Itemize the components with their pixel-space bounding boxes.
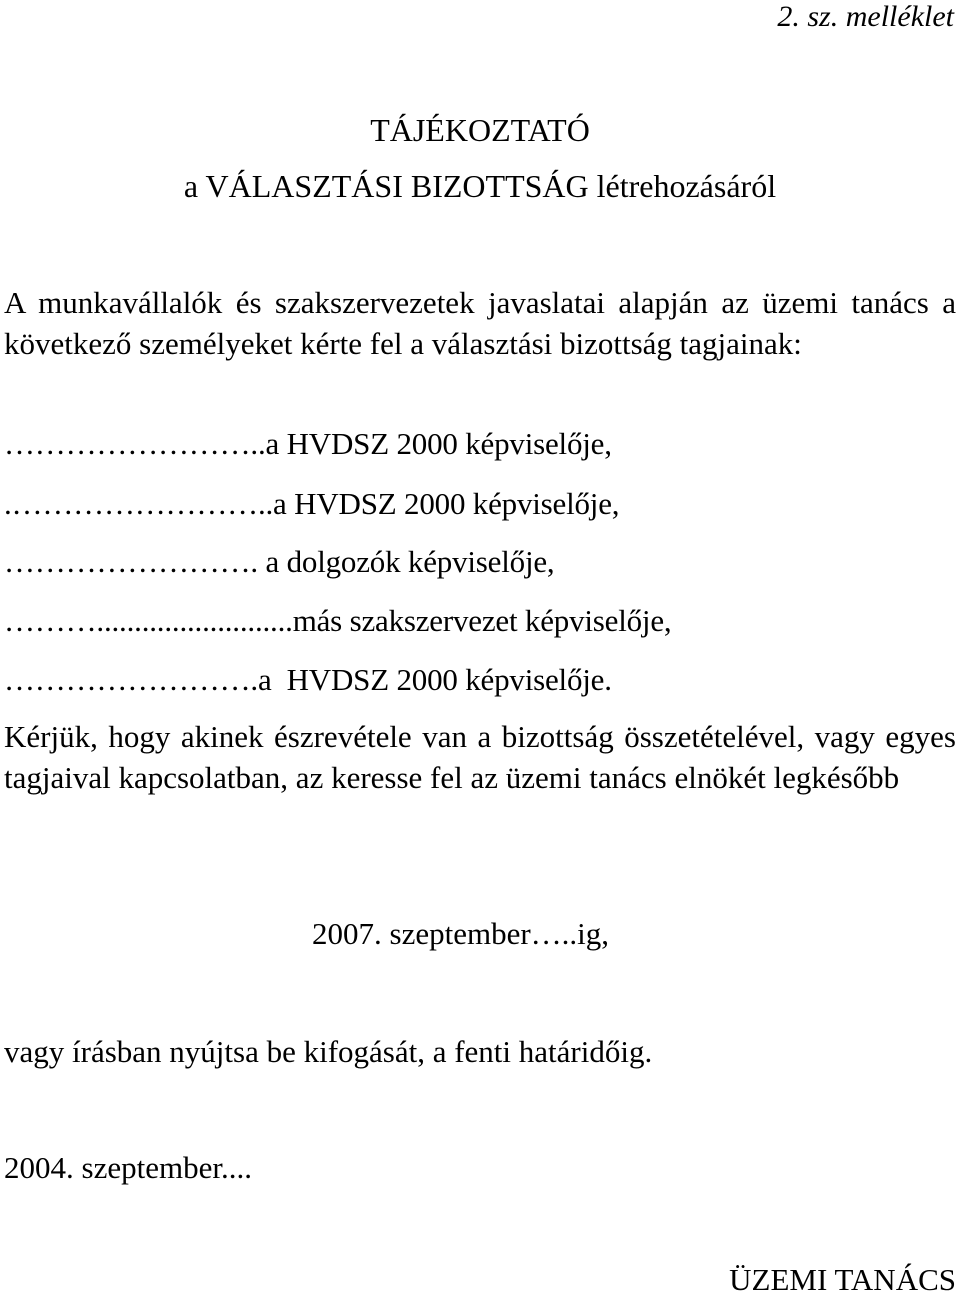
member-line-3: ……………………. a dolgozók képviselője, xyxy=(4,544,555,579)
request-paragraph: Kérjük, hogy akinek észrevétele van a bizottság összetételével, vagy egyes tagjaival kapcsolatban, az keresse fel az üzemi tanács elnökét legkésőbb xyxy=(4,719,956,795)
member-line-4: ………..........................más szakszervezet képviselője, xyxy=(4,603,672,638)
intro-paragraph: A munkavállalók és szakszervezetek javaslatai alapján az üzemi tanács a következő személyeket kérte fel a választási bizottság tagjainak: xyxy=(4,285,956,361)
member-line-1: ……………………..a HVDSZ 2000 képviselője, xyxy=(4,426,612,461)
document-title: TÁJÉKOZTATÓ xyxy=(370,112,590,148)
annex-label: 2. sz. melléklet xyxy=(777,0,954,33)
member-line-2: .……………………..a HVDSZ 2000 képviselője, xyxy=(4,486,620,521)
signature-line: ÜZEMI TANÁCS xyxy=(729,1262,956,1297)
date-line: 2004. szeptember.... xyxy=(4,1150,252,1185)
deadline-line: 2007. szeptember…..ig, xyxy=(312,916,610,951)
alternative-line: vagy írásban nyújtsa be kifogását, a fenti határidőig. xyxy=(4,1034,653,1069)
member-line-5: …………………….a HVDSZ 2000 képviselője. xyxy=(4,662,612,697)
document-subtitle: a VÁLASZTÁSI BIZOTTSÁG létrehozásáról xyxy=(183,168,777,204)
